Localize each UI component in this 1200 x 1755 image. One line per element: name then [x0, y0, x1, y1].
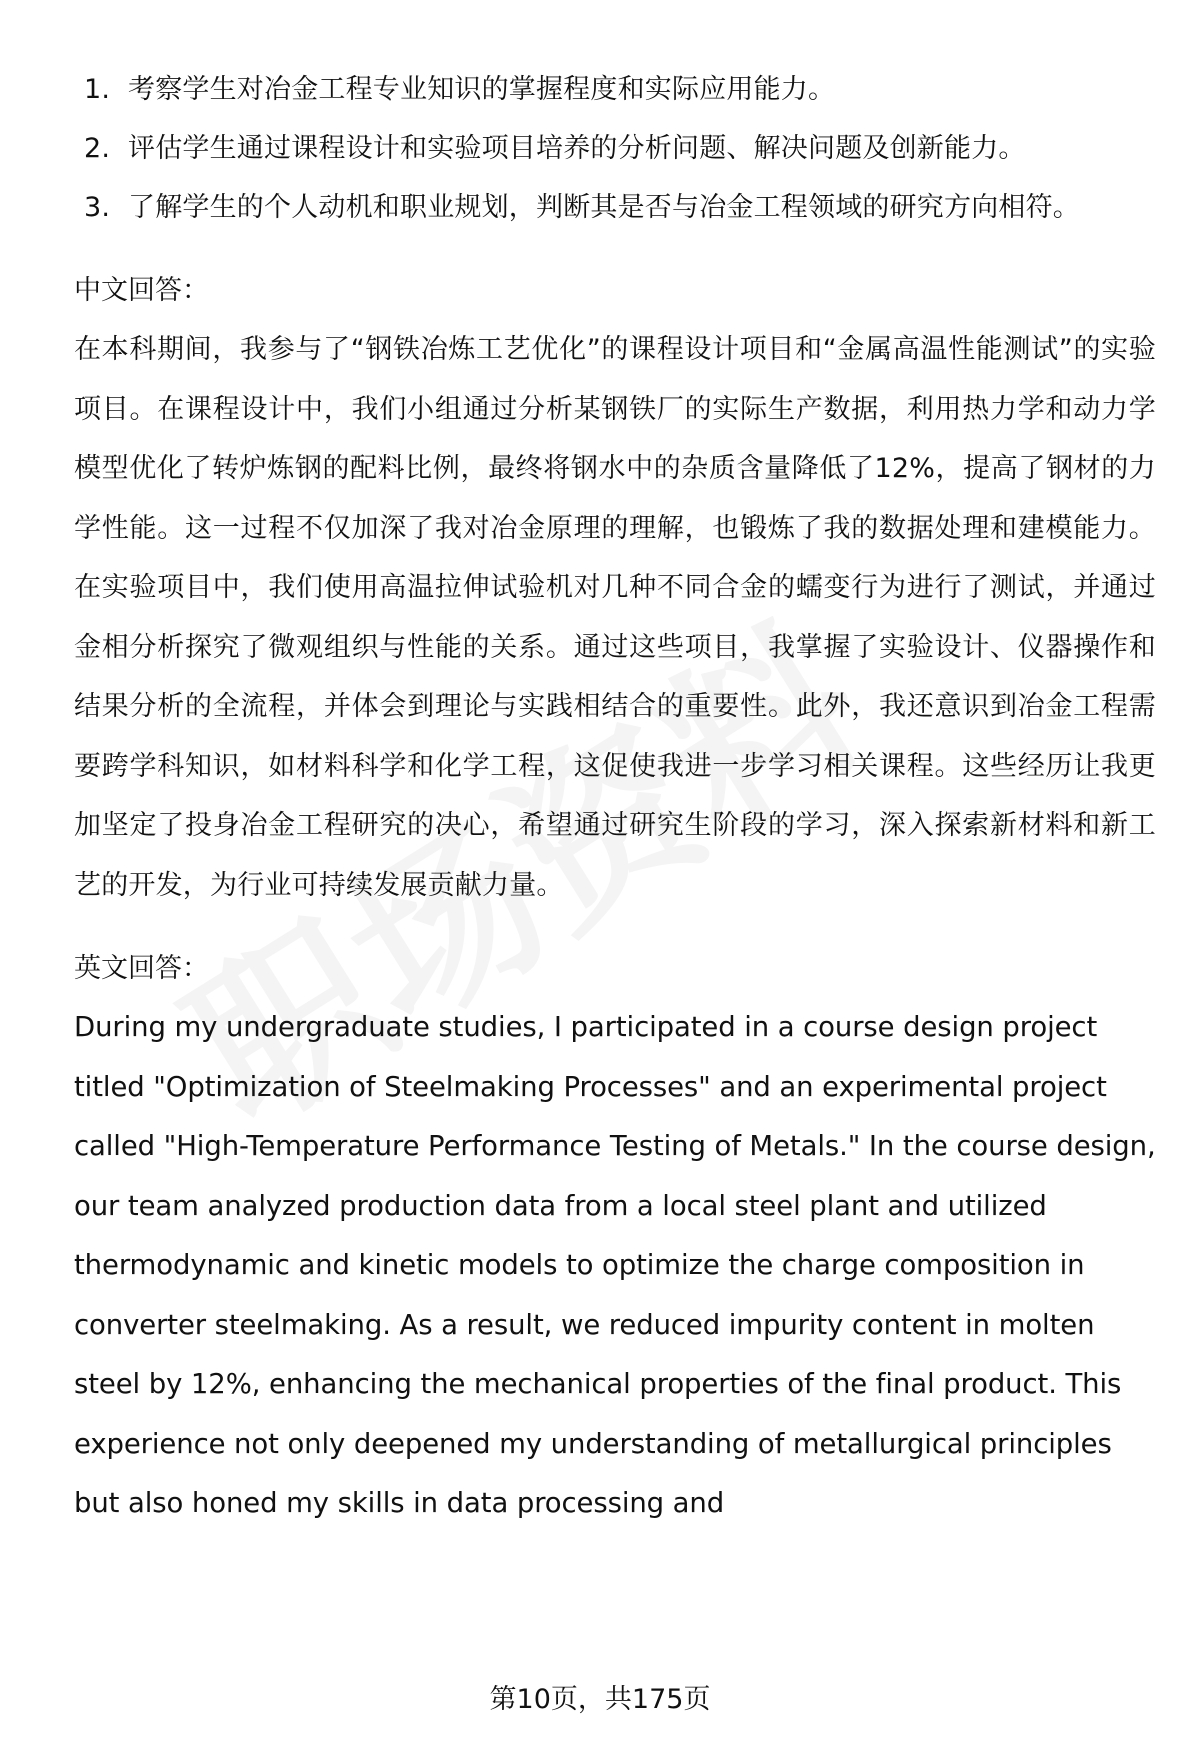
chinese-answer-label: 中文回答：: [74, 275, 209, 306]
objective-item: [74, 119, 1156, 178]
english-answer-label: 英文回答：: [74, 953, 209, 984]
objective-text: 考察学生对冶金工程专业知识的掌握程度和实际应用能力。: [128, 74, 836, 105]
objectives-list: [74, 60, 1156, 237]
objective-item: [74, 60, 1156, 119]
objective-text: 评估学生通过课程设计和实验项目培养的分析问题、解决问题及创新能力。: [128, 133, 1026, 164]
english-answer-body: During my undergraduate studies, I participated in a course design project titled "Optimization of Steelmaking Processes" and an experimental project called "High-Temperature Performance Testing of Metals." In the course design, our team analyzed production data from a local steel plant and utilized thermodynamic and kinetic models to optimize the charge composition in converter steelmaking. As a result, we reduced impurity content in molten steel by 12%, enhancing the mechanical properties of the final product. This experience not only deepened my understanding of metallurgical principles but also honed my skills in data processing and: [74, 1011, 1156, 1519]
page-content: [74, 60, 1156, 1534]
chinese-answer-body: 在本科期间，我参与了“钢铁冶炼工艺优化”的课程设计项目和“金属高温性能测试”的实验项目。在课程设计中，我们小组通过分析某钢铁厂的实际生产数据，利用热力学和动力学模型优化了转炉炼钢的配料比例，最终将钢水中的杂质含量降低了12%，提高了钢材的力学性能。这一过程不仅加深了我对冶金原理的理解，也锻炼了我的数据处理和建模能力。在实验项目中，我们使用高温拉伸试验机对几种不同合金的蠕变行为进行了测试，并通过金相分析探究了微观组织与性能的关系。通过这些项目，我掌握了实验设计、仪器操作和结果分析的全流程，并体会到理论与实践相结合的重要性。此外，我还意识到冶金工程需要跨学科知识，如材料科学和化学工程，这促使我进一步学习相关课程。这些经历让我更加坚定了投身冶金工程研究的决心，希望通过研究生阶段的学习，深入探索新材料和新工艺的开发，为行业可持续发展贡献力量。: [74, 334, 1156, 901]
objective-item: [74, 178, 1156, 237]
objective-text: 了解学生的个人动机和职业规划，判断其是否与冶金工程领域的研究方向相符。: [128, 192, 1080, 223]
objective-number: 3.: [84, 192, 111, 223]
objective-number: 1.: [84, 74, 111, 105]
objective-number: 2.: [84, 133, 111, 164]
page-footer: 第10页，共175页: [489, 1684, 711, 1715]
